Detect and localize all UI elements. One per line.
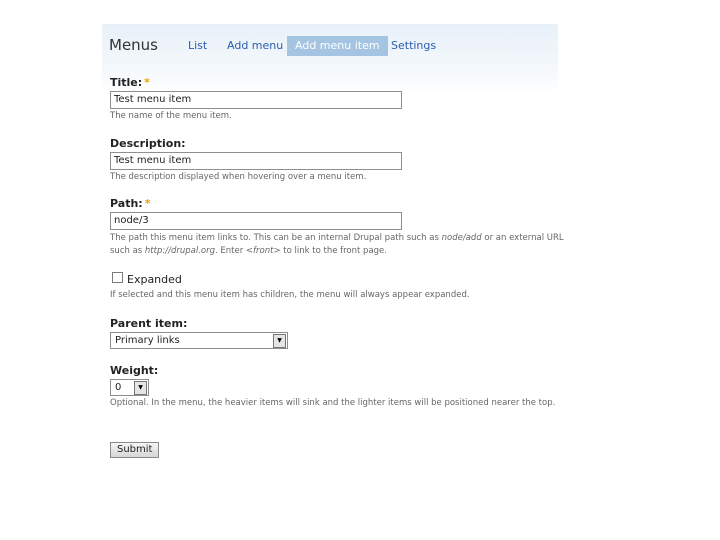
- tab-list[interactable]: List: [188, 39, 208, 52]
- path-label-text: Path:: [110, 197, 143, 210]
- menu-admin-panel: [102, 24, 564, 455]
- path-desc-example: node/add: [441, 233, 482, 243]
- chevron-down-icon[interactable]: ▼: [273, 334, 286, 348]
- path-desc-example: http://drupal.org: [144, 246, 215, 256]
- path-desc-example: <front>: [245, 246, 281, 256]
- path-desc-text: to link to the front page.: [280, 246, 387, 256]
- description-label: Description:: [110, 137, 186, 150]
- parent-item-label: Parent item:: [110, 317, 188, 330]
- path-desc-text: such as: [110, 246, 145, 256]
- path-description-line2: [110, 245, 387, 258]
- weight-label: Weight:: [110, 364, 159, 377]
- path-desc-text: The path this menu item links to. This can be an internal Drupal path such as: [110, 233, 442, 243]
- weight-description: Optional. In the menu, the heavier items will sink and the lighter items will be positioned nearer the top.: [110, 398, 556, 408]
- expanded-label: Expanded: [127, 273, 182, 286]
- required-marker: *: [144, 76, 150, 89]
- page-title: Menus: [109, 36, 158, 54]
- page-header: [102, 24, 558, 96]
- weight-value: 0: [115, 382, 122, 393]
- tab-settings[interactable]: Settings: [391, 39, 437, 52]
- title-label-text: Title:: [110, 76, 143, 89]
- title-label: [110, 76, 150, 89]
- parent-item-value: Primary links: [115, 335, 180, 346]
- expanded-description: If selected and this menu item has children, the menu will always appear expanded.: [110, 290, 470, 300]
- tab-add-menu[interactable]: Add menu: [227, 39, 284, 52]
- path-desc-text: . Enter: [215, 246, 246, 256]
- path-description-line1: [110, 232, 564, 245]
- submit-button[interactable]: Submit: [110, 442, 159, 458]
- tab-add-menu-item[interactable]: Add menu item: [287, 36, 388, 56]
- required-marker: *: [144, 197, 151, 210]
- path-label: [110, 197, 150, 210]
- title-description: The name of the menu item.: [110, 111, 232, 121]
- title-field[interactable]: Test menu item: [110, 91, 402, 109]
- description-field[interactable]: Test menu item: [110, 152, 402, 170]
- expanded-checkbox[interactable]: [112, 272, 123, 283]
- path-field[interactable]: node/3: [110, 212, 402, 230]
- path-desc-text: or an external URL: [481, 233, 564, 243]
- parent-item-select[interactable]: [110, 332, 288, 349]
- description-help: The description displayed when hovering over a menu item.: [110, 172, 367, 182]
- chevron-down-icon[interactable]: ▼: [134, 381, 147, 395]
- weight-select[interactable]: [110, 379, 149, 396]
